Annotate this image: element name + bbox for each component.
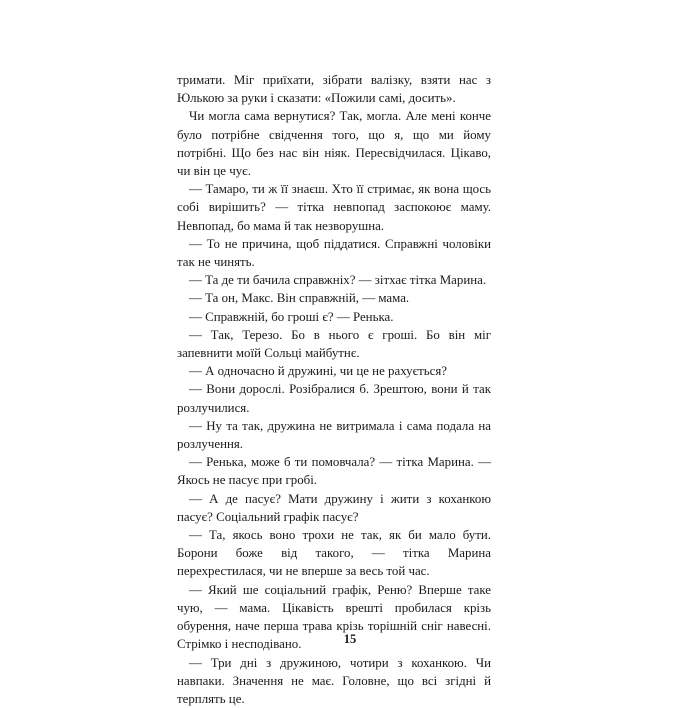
paragraph: — Так, Терезо. Бо в нього є гроші. Бо він міг запевнити моїй Сольці майбутнє. — [177, 326, 491, 362]
body-text — [177, 71, 491, 708]
paragraph: — Ренька, може б ти помовчала? — тітка Марина. — Якось не пасує при гробі. — [177, 453, 491, 489]
paragraph: — Та де ти бачила справжніх? — зітхає тітка Марина. — [177, 271, 491, 289]
paragraph: — Та он, Макс. Він справжній, — мама. — [177, 289, 491, 307]
paragraph: — Який ше соціальний графік, Реню? Вперше таке чую, — мама. Цікавість врешті пробилася крізь обурення, наче перша трава крізь торішній сніг навесні. Стрімко і несподівано. — [177, 581, 491, 654]
paragraph: — А де пасує? Мати дружину і жити з коханкою пасує? Соціальний графік пасує? — [177, 490, 491, 526]
paragraph: Чи могла сама вернутися? Так, могла. Але мені конче було потрібне свідчення того, що я, що ми йому потрібні. Що без нас він ніяк. Пересвідчилася. Цікаво, чи він це чує. — [177, 107, 491, 180]
paragraph: — Вони дорослі. Розібралися б. Зрештою, вони й так розлучилися. — [177, 380, 491, 416]
paragraph: — То не причина, щоб піддатися. Справжні чоловіки так не чинять. — [177, 235, 491, 271]
paragraph: — Ну та так, дружина не витримала і сама подала на розлучення. — [177, 417, 491, 453]
paragraph: тримати. Міг приїхати, зібрати валізку, взяти нас з Юлькою за руки і сказати: «Пожили самі, досить». — [177, 71, 491, 107]
page-number: 15 — [0, 632, 700, 647]
paragraph: — Справжній, бо гроші є? — Ренька. — [177, 308, 491, 326]
paragraph: — А одночасно й дружині, чи це не рахується? — [177, 362, 491, 380]
paragraph: — Та, якось воно трохи не так, як би мало бути. Борони боже від такого, — тітка Марина перехрестилася, чи не вперше за весь той час. — [177, 526, 491, 581]
paragraph: — Три дні з дружиною, чотири з коханкою. Чи навпаки. Значення не має. Головне, що всі згідні й терплять це. — [177, 654, 491, 708]
paragraph: — Тамаро, ти ж її знаєш. Хто її стримає, як вона щось собі вирішить? — тітка невпопад заспокоює маму. Невпопад, бо мама й так незворушна. — [177, 180, 491, 235]
